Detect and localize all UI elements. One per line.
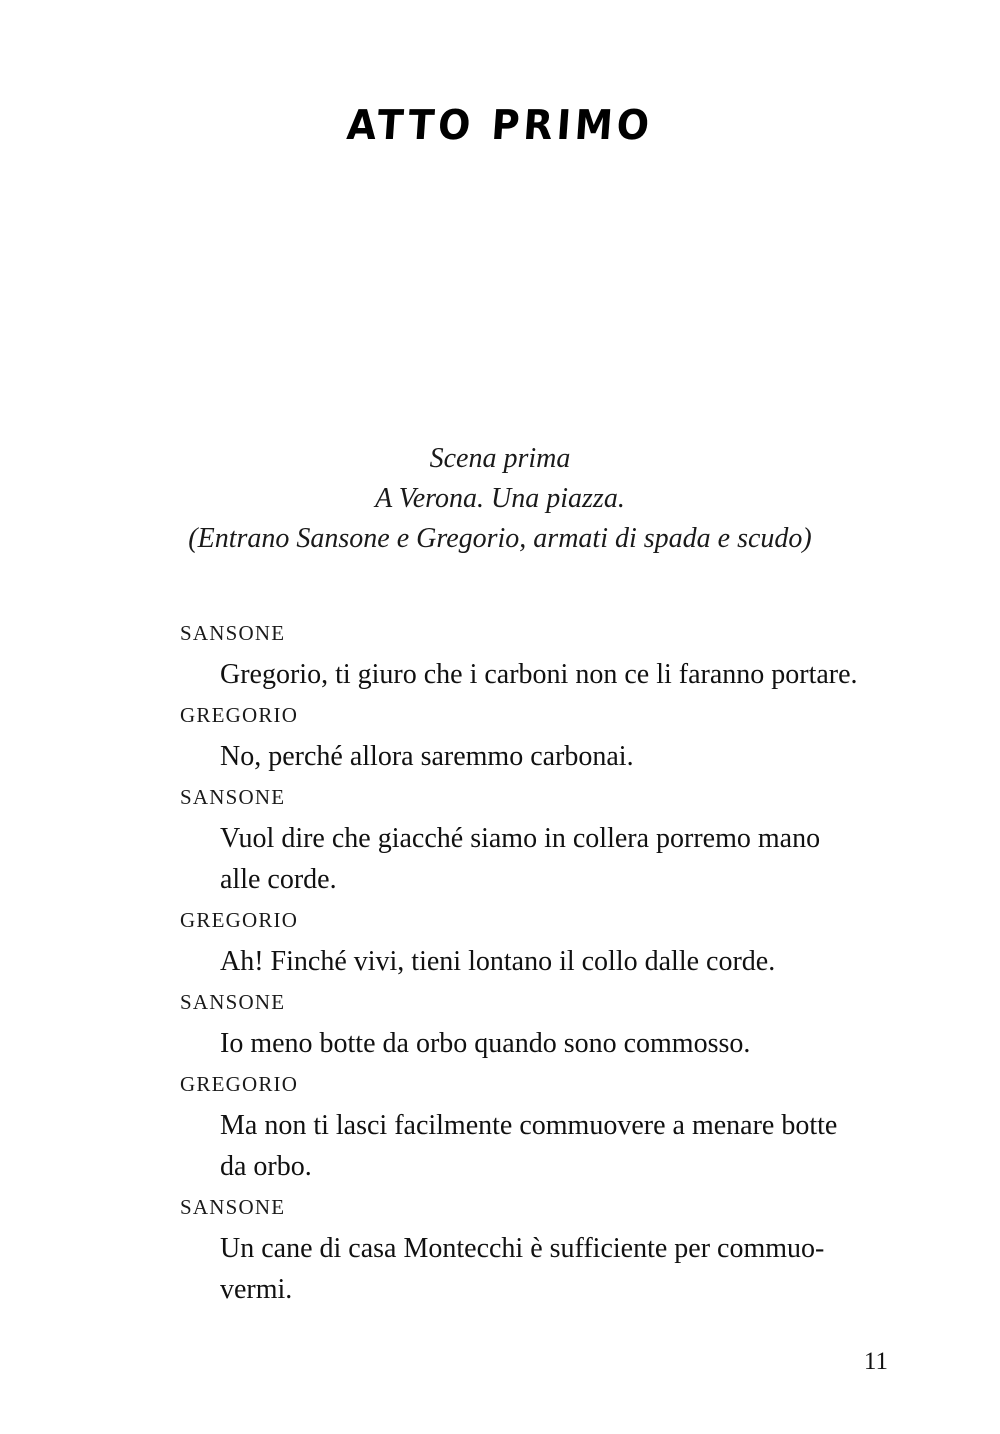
speech-line: Vuol dire che giacché siamo in collera porremo mano [220,823,821,854]
speech-line: da orbo. [220,1151,312,1182]
scene-block [0,439,1000,559]
speaker-name: GREGORIO [180,703,299,727]
stage-direction: (Entrano Sansone e Gregorio, armati di spada e scudo) [188,523,812,554]
dialogue-entry [180,1064,900,1187]
speaker-name: GREGORIO [180,908,299,932]
speech-line: Ma non ti lasci facilmente commuovere a menare botte [220,1110,838,1141]
speech-line: Gregorio, ti giuro che i carboni non ce li faranno portare. [220,659,858,690]
speaker-name: GREGORIO [180,1072,299,1096]
dialogue-entry [180,777,900,900]
speech-line: No, perché allora saremmo carbonai. [220,741,634,772]
dialogue [180,613,900,1310]
scene-heading: Scena prima [429,443,571,474]
dialogue-entry [180,900,900,982]
speech-line: alle corde. [220,864,337,895]
speech-line: Un cane di casa Montecchi è sufficiente per commuo- [220,1233,825,1264]
dialogue-entry [180,613,900,695]
scene-setting: A Verona. Una piazza. [375,483,625,514]
page-number: 11 [863,1348,888,1375]
speaker-name: SANSONE [180,990,286,1014]
speech-line: Ah! Finché vivi, tieni lontano il collo dalle corde. [220,946,776,977]
dialogue-entry [180,695,900,777]
dialogue-entry [180,982,900,1064]
act-title: ATTO PRIMO [345,101,655,149]
speech-line: Io meno botte da orbo quando sono commosso. [220,1028,751,1059]
speaker-name: SANSONE [180,785,286,809]
dialogue-entry [180,1187,900,1310]
speaker-name: SANSONE [180,621,286,645]
speech-line: vermi. [220,1274,293,1305]
speaker-name: SANSONE [180,1195,286,1219]
